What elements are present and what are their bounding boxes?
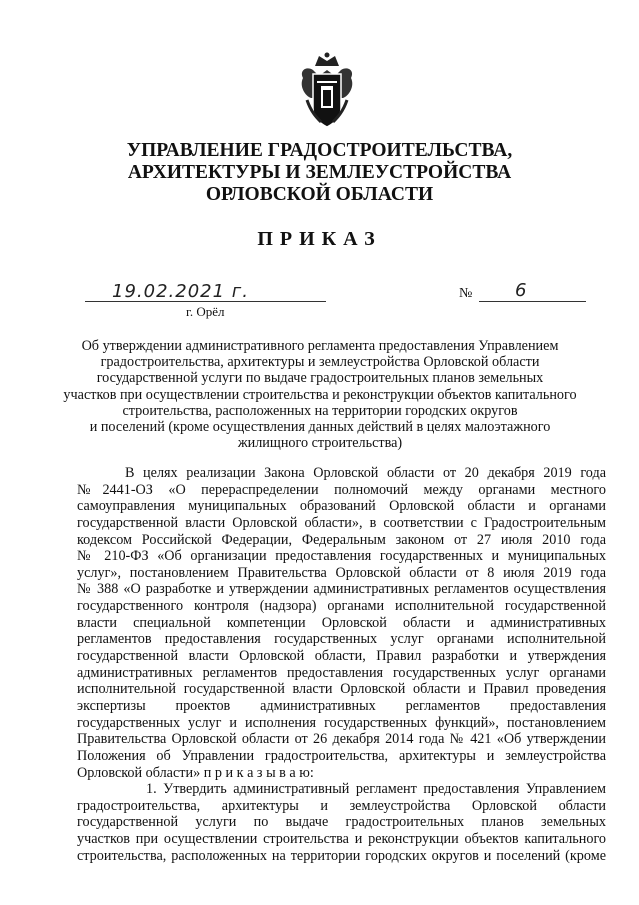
subject-line: Об утверждении административного регламента предоставления Управлением (81, 338, 559, 354)
body-line: государственного контроля (надзора) органами исполнительной государственной (77, 598, 606, 615)
body-line: Положения об Управлении градостроительства, архитектуры и землеустройства (77, 747, 606, 764)
subject-line: государственной услуги по выдаче градостроительных планов земельных (96, 370, 544, 387)
body-line: государственной власти Орловской области, Правил разработки и утверждения (77, 648, 606, 665)
body-line: экспертизы проектов административных регламентов предоставления (77, 697, 606, 714)
coat-of-arms-emblem (297, 52, 357, 130)
body-line: административных регламентов предоставления государственных услуг органами (77, 664, 606, 681)
body-line: № 210-ФЗ «Об организации предоставления государственных и муниципальных (77, 548, 606, 565)
subject-line: участков при осуществлении строительства и реконструкции объектов капитального (63, 386, 577, 403)
document-date: 19.02.2021 г. (112, 281, 249, 302)
city: г. Орёл (186, 304, 225, 319)
body-line: участков при осуществлении строительства и реконструкции объектов капитального (77, 831, 606, 848)
body-line: государственной власти Орловской области», в соответствии с Градостроительным (77, 514, 606, 531)
document-subject (60, 338, 580, 451)
document-number: 6 (515, 280, 527, 301)
date-underline (85, 301, 326, 302)
body-line: самоуправления муниципальных образований Орловской области и органами (77, 498, 606, 515)
document-body (77, 465, 606, 864)
body-line: Правительства Орловской области от 26 декабря 2014 года № 421 «Об утверждении (77, 731, 606, 748)
org-line: УПРАВЛЕНИЕ ГРАДОСТРОИТЕЛЬСТВА, (126, 140, 513, 161)
body-line: кодексом Российской Федерации, Федеральным законом от 27 июля 2010 года (77, 531, 606, 548)
subject-line: строительства, расположенных на территории городских округов (122, 402, 518, 419)
subject-line: и поселений (кроме осуществления данных действий в целях малоэтажного (89, 419, 551, 436)
body-line: градостроительства, архитектуры и землеустройства Орловской области (77, 797, 606, 814)
subject-line: градостроительства, архитектуры и землеустройства Орловской области (100, 354, 540, 371)
body-line: строительства, расположенных на территории городских округов и поселений (кроме (77, 847, 606, 864)
organization-name (0, 140, 639, 206)
body-line: В целях реализации Закона Орловской области от 20 декабря 2019 года (125, 465, 606, 481)
document-type: ПРИКАЗ (257, 228, 382, 250)
org-line: ОРЛОВСКОЙ ОБЛАСТИ (205, 184, 434, 205)
body-line: власти специальной компетенции Орловской области и административных (77, 614, 606, 631)
body-line: № 388 «О разработке и утверждении административных регламентов осуществления (77, 581, 606, 598)
subject-line: жилищного строительства) (237, 435, 403, 452)
body-line: исполнительной государственной власти Орловской области и Правил проведения (77, 681, 606, 698)
body-line: услуг», постановлением Правительства Орловской области от 8 июля 2019 года (77, 564, 606, 581)
body-line: №2441-ОЗ «О перераспределении полномочий между органами местного (77, 481, 606, 498)
number-label: № (459, 286, 473, 301)
number-underline (479, 301, 586, 302)
org-line: АРХИТЕКТУРЫ И ЗЕМЛЕУСТРОЙСТВА (127, 162, 512, 183)
body-line: Орловской области» п р и к а з ы в а ю: (77, 764, 314, 781)
body-line: 1. Утвердить административный регламент предоставления Управлением (146, 781, 606, 798)
body-line: государственной услуги по выдаче градостроительных планов земельных (77, 814, 606, 831)
body-line: государственных услуг и исполнения государственных функций», постановлением (77, 714, 606, 731)
body-line: регламентов предоставления государственных услуг органами исполнительной (77, 631, 606, 648)
